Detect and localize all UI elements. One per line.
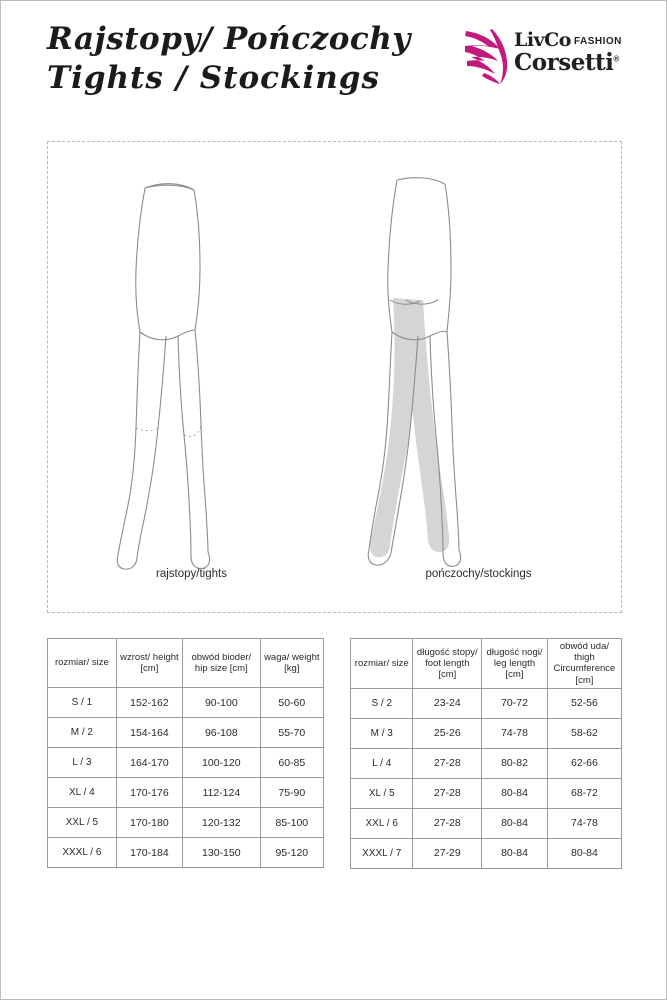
figure-tights	[48, 160, 335, 590]
cell-weight: 50-60	[260, 688, 323, 718]
cell-weight: 60-85	[260, 748, 323, 778]
cell-height: 164-170	[116, 748, 182, 778]
cell-foot-length: 25-26	[413, 718, 482, 748]
cell-size: XL / 4	[48, 778, 117, 808]
cell-thigh: 74-78	[547, 808, 621, 838]
cell-height: 154-164	[116, 718, 182, 748]
cell-size: XL / 5	[351, 778, 413, 808]
cell-leg-length: 80-84	[482, 778, 548, 808]
table-row	[48, 808, 324, 838]
header-cell: rozmiar/ size	[351, 639, 413, 689]
cell-weight: 85-100	[260, 808, 323, 838]
cell-height: 152-162	[116, 688, 182, 718]
logo-word-livco	[514, 31, 622, 50]
cell-leg-length: 74-78	[482, 718, 548, 748]
tights-illustration-icon	[48, 160, 335, 580]
cell-size: L / 3	[48, 748, 117, 778]
cell-foot-length: 27-28	[413, 808, 482, 838]
title-line-english: Tights / Stockings	[47, 60, 380, 97]
cell-size: XXL / 5	[48, 808, 117, 838]
cell-leg-length: 80-84	[482, 808, 548, 838]
cell-size: XXXL / 6	[48, 838, 117, 868]
cell-thigh: 68-72	[547, 778, 621, 808]
figure-stockings	[335, 160, 622, 590]
header-cell: rozmiar/ size	[48, 639, 117, 688]
cell-thigh: 58-62	[547, 718, 621, 748]
table-row	[48, 778, 324, 808]
table-row	[351, 688, 622, 718]
brand-logo	[462, 27, 622, 89]
cell-size: M / 3	[351, 718, 413, 748]
table-row	[351, 718, 622, 748]
cell-size: XXL / 6	[351, 808, 413, 838]
cell-size: M / 2	[48, 718, 117, 748]
cell-hip: 90-100	[183, 688, 261, 718]
cell-hip: 130-150	[183, 838, 261, 868]
caption-tights: rajstopy/tights	[156, 568, 227, 580]
page-title	[47, 23, 467, 96]
cell-foot-length: 23-24	[413, 688, 482, 718]
stockings-illustration-icon	[335, 160, 622, 580]
logo-wing-icon	[462, 27, 512, 85]
cell-foot-length: 27-28	[413, 748, 482, 778]
cell-thigh: 62-66	[547, 748, 621, 778]
cell-hip: 96-108	[183, 718, 261, 748]
cell-hip: 112-124	[183, 778, 261, 808]
header-cell: długość nogi/ leg length [cm]	[482, 639, 548, 689]
logo-wordmark	[514, 31, 622, 75]
logo-livco-text: LivCo	[514, 29, 571, 51]
cell-weight: 75-90	[260, 778, 323, 808]
logo-fashion-text: FASHION	[573, 36, 622, 47]
table-row	[48, 718, 324, 748]
table-row	[48, 838, 324, 868]
cell-foot-length: 27-29	[413, 838, 482, 868]
header-cell: obwód uda/ thigh Circumference [cm]	[547, 639, 621, 689]
cell-size: XXXL / 7	[351, 838, 413, 868]
table-row	[351, 778, 622, 808]
logo-corsetti-text: Corsetti	[514, 49, 614, 76]
cell-height: 170-176	[116, 778, 182, 808]
cell-thigh: 80-84	[547, 838, 621, 868]
cell-size: L / 4	[351, 748, 413, 778]
table-header-row	[48, 639, 324, 688]
stockings-size-table	[350, 638, 622, 869]
header-cell: długość stopy/ foot length [cm]	[413, 639, 482, 689]
table-row	[48, 748, 324, 778]
cell-thigh: 52-56	[547, 688, 621, 718]
cell-leg-length: 70-72	[482, 688, 548, 718]
header	[47, 23, 622, 123]
cell-size: S / 1	[48, 688, 117, 718]
cell-weight: 55-70	[260, 718, 323, 748]
cell-height: 170-180	[116, 808, 182, 838]
tights-size-table	[47, 638, 324, 868]
cell-height: 170-184	[116, 838, 182, 868]
cell-hip: 100-120	[183, 748, 261, 778]
header-cell: wzrost/ height [cm]	[116, 639, 182, 688]
cell-leg-length: 80-82	[482, 748, 548, 778]
cell-weight: 95-120	[260, 838, 323, 868]
header-cell: waga/ weight [kg]	[260, 639, 323, 688]
cell-hip: 120-132	[183, 808, 261, 838]
table-row	[48, 688, 324, 718]
cell-foot-length: 27-28	[413, 778, 482, 808]
table-row	[351, 808, 622, 838]
table-row	[351, 748, 622, 778]
table-header-row	[351, 639, 622, 689]
logo-word-corsetti	[514, 51, 622, 75]
header-cell: obwód bioder/ hip size [cm]	[183, 639, 261, 688]
illustration-panel	[47, 141, 622, 613]
cell-size: S / 2	[351, 688, 413, 718]
title-line-polish: Rajstopy/ Pończochy	[47, 21, 411, 57]
caption-stockings: pończochy/stockings	[425, 568, 532, 580]
cell-leg-length: 80-84	[482, 838, 548, 868]
registered-mark: ®	[613, 54, 619, 64]
table-row	[351, 838, 622, 868]
